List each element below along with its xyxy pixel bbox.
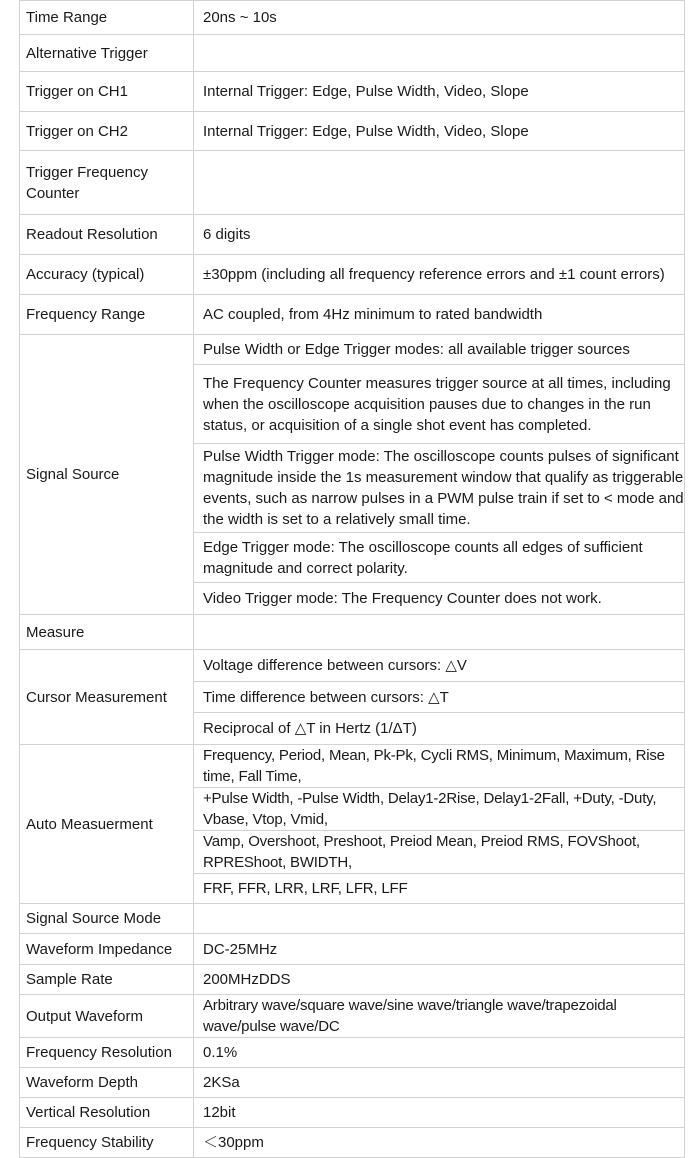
spec-value-auto-measuerment: FRF, FFR, LRR, LRF, LFR, LFF — [194, 874, 685, 904]
spec-row-trigger-on-ch1 — [20, 72, 685, 112]
spec-label-cursor-measurement: Cursor Measurement — [20, 650, 194, 745]
spec-label-signal-source-mode: Signal Source Mode — [20, 904, 194, 934]
spec-value-signal-source: Pulse Width Trigger mode: The oscilloscope counts pulses of significant magnitude inside the 1s measurement window that qualify as triggerable events, such as narrow pulses in a PWM pulse train if set to < mode and the width is set to a relatively small time. — [194, 444, 685, 533]
spec-value-trigger-on-ch1: Internal Trigger: Edge, Pulse Width, Video, Slope — [194, 72, 685, 112]
spec-value-trigger-on-ch2: Internal Trigger: Edge, Pulse Width, Video, Slope — [194, 112, 685, 151]
spec-label-output-waveform: Output Waveform — [20, 995, 194, 1038]
spec-value-cursor-measurement: Reciprocal of △T in Hertz (1/ΔT) — [194, 713, 685, 745]
spec-value-frequency-range: AC coupled, from 4Hz minimum to rated bandwidth — [194, 295, 685, 335]
spec-value-readout-resolution: 6 digits — [194, 215, 685, 255]
spec-value-trigger-frequency-counter — [194, 151, 685, 215]
spec-row-signal-source-mode — [20, 904, 685, 934]
spec-value-signal-source: Pulse Width or Edge Trigger modes: all available trigger sources — [194, 335, 685, 365]
spec-value-alternative-trigger — [194, 35, 685, 72]
spec-value-frequency-resolution: 0.1% — [194, 1038, 685, 1068]
spec-label-alternative-trigger: Alternative Trigger — [20, 35, 194, 72]
spec-value-sample-rate: 200MHzDDS — [194, 965, 685, 995]
spec-label-waveform-depth: Waveform Depth — [20, 1068, 194, 1098]
spec-label-sample-rate: Sample Rate — [20, 965, 194, 995]
spec-label-vertical-resolution: Vertical Resolution — [20, 1098, 194, 1128]
spec-row-frequency-resolution — [20, 1038, 685, 1068]
spec-label-frequency-stability: Frequency Stability — [20, 1128, 194, 1158]
spec-value-cursor-measurement: Voltage difference between cursors: △V — [194, 650, 685, 682]
spec-label-frequency-range: Frequency Range — [20, 295, 194, 335]
spec-row-cursor-measurement — [20, 650, 685, 682]
spec-value-accuracy-typical: ±30ppm (including all frequency reference errors and ±1 count errors) — [194, 255, 685, 295]
spec-row-frequency-range — [20, 295, 685, 335]
spec-row-signal-source — [20, 335, 685, 365]
spec-label-waveform-impedance: Waveform Impedance — [20, 934, 194, 965]
spec-row-waveform-impedance — [20, 934, 685, 965]
spec-value-waveform-depth: 2KSa — [194, 1068, 685, 1098]
spec-value-auto-measuerment: +Pulse Width, -Pulse Width, Delay1-2Rise, Delay1-2Fall, +Duty, -Duty, Vbase, Vtop, Vmid, — [194, 788, 685, 831]
spec-row-measure — [20, 615, 685, 650]
spec-label-trigger-on-ch1: Trigger on CH1 — [20, 72, 194, 112]
spec-row-frequency-stability — [20, 1128, 685, 1158]
spec-row-trigger-on-ch2 — [20, 112, 685, 151]
spec-value-time-range: 20ns ~ 10s — [194, 1, 685, 35]
spec-row-waveform-depth — [20, 1068, 685, 1098]
spec-value-signal-source-mode — [194, 904, 685, 934]
spec-row-readout-resolution — [20, 215, 685, 255]
spec-row-auto-measuerment — [20, 745, 685, 788]
spec-label-frequency-resolution: Frequency Resolution — [20, 1038, 194, 1068]
spec-value-waveform-impedance: DC-25MHz — [194, 934, 685, 965]
spec-label-trigger-on-ch2: Trigger on CH2 — [20, 112, 194, 151]
spec-label-auto-measuerment: Auto Measuerment — [20, 745, 194, 904]
spec-row-alternative-trigger — [20, 35, 685, 72]
spec-label-readout-resolution: Readout Resolution — [20, 215, 194, 255]
spec-value-frequency-stability: ＜30ppm — [194, 1128, 685, 1158]
spec-row-trigger-frequency-counter — [20, 151, 685, 215]
spec-value-auto-measuerment: Vamp, Overshoot, Preshoot, Preiod Mean, Preiod RMS, FOVShoot, RPREShoot, BWIDTH, — [194, 831, 685, 874]
spec-value-vertical-resolution: 12bit — [194, 1098, 685, 1128]
spec-label-signal-source: Signal Source — [20, 335, 194, 615]
spec-label-measure: Measure — [20, 615, 194, 650]
spec-row-sample-rate — [20, 965, 685, 995]
spec-value-measure — [194, 615, 685, 650]
spec-value-auto-measuerment: Frequency, Period, Mean, Pk-Pk, Cycli RMS, Minimum, Maximum, Rise time, Fall Time, — [194, 745, 685, 788]
spec-label-accuracy-typical: Accuracy (typical) — [20, 255, 194, 295]
spec-value-signal-source: Edge Trigger mode: The oscilloscope counts all edges of sufficient magnitude and correct polarity. — [194, 533, 685, 583]
specification-table — [19, 0, 685, 1158]
spec-label-trigger-frequency-counter: Trigger Frequency Counter — [20, 151, 194, 215]
spec-label-time-range: Time Range — [20, 1, 194, 35]
spec-row-vertical-resolution — [20, 1098, 685, 1128]
spec-value-signal-source: Video Trigger mode: The Frequency Counter does not work. — [194, 583, 685, 615]
spec-row-accuracy-typical — [20, 255, 685, 295]
spec-value-output-waveform: Arbitrary wave/square wave/sine wave/triangle wave/trapezoidal wave/pulse wave/DC — [194, 995, 685, 1038]
spec-row-output-waveform — [20, 995, 685, 1038]
spec-row-time-range — [20, 1, 685, 35]
spec-value-cursor-measurement: Time difference between cursors: △T — [194, 682, 685, 713]
spec-value-signal-source: The Frequency Counter measures trigger source at all times, including when the oscilloscope acquisition pauses due to changes in the run status, or acquisition of a single shot event has completed. — [194, 365, 685, 444]
